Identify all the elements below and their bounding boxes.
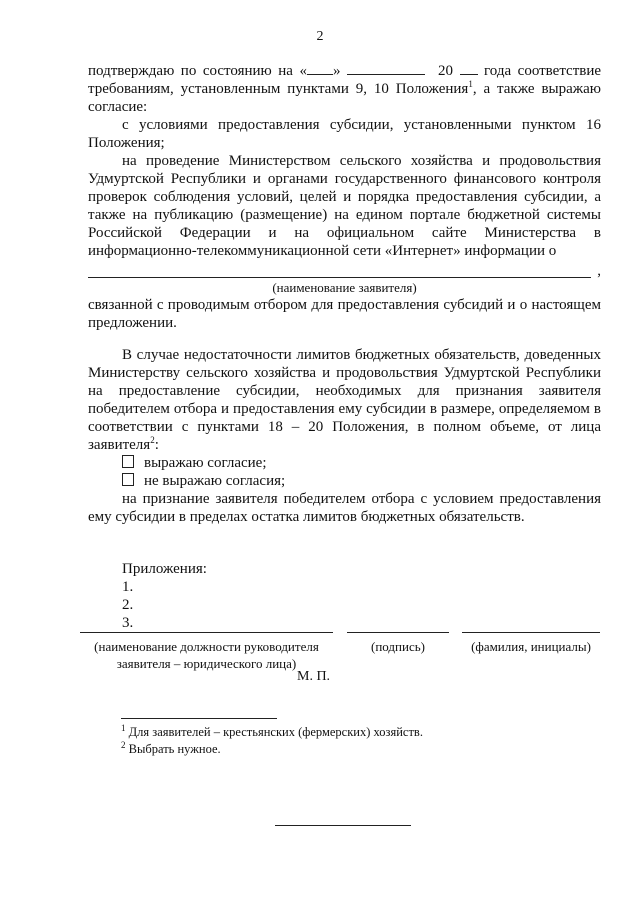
position-caption — [80, 638, 333, 672]
name-line — [462, 632, 600, 633]
applicant-name-comma: , — [597, 263, 601, 279]
disagree-checkbox-icon — [122, 473, 134, 486]
signature-caption: (подпись) — [371, 639, 425, 654]
conditions-paragraph: с условиями предоставления субсидии, установленными пунктом 16 Положения; — [88, 117, 601, 151]
month-blank — [347, 60, 425, 75]
footnote-1-mark: 1 — [121, 722, 126, 733]
applicant-name-line — [88, 262, 601, 280]
attachment-item: 2. — [122, 597, 134, 613]
position-caption-line1: (наименование должности руководителя — [94, 639, 319, 654]
attachment-item: 1. — [122, 579, 134, 595]
para1-text-d: года соответствие требованиям, установленным пунктами 9, 10 Положения — [88, 63, 602, 97]
signature-line — [347, 632, 449, 633]
option-disagree — [88, 472, 601, 490]
page-number: 2 — [316, 29, 324, 44]
limits-text: В случае недостаточности лимитов бюджетных обязательств, доведенных Министерству сельского хозяйства и продовольствия Удмуртской Республики на предоставление субсидии, необходимых для признания заявителя победителем отбора и предоставления ему субсидии в размере, определяемом в соответствии с пунктами 18 – 20 Положения, в полном объеме, от лица заявителя — [88, 347, 601, 453]
year-blank — [460, 60, 478, 75]
document-body — [88, 60, 601, 632]
para1-text-b: » — [332, 63, 341, 79]
agree-checkbox-icon — [122, 455, 134, 468]
footnotes — [121, 724, 601, 758]
position-line — [80, 632, 333, 633]
footnote-1-text: Для заявителей – крестьянских (фермерских) хозяйств. — [125, 725, 423, 739]
limits-paragraph — [88, 346, 601, 454]
footnote-ref-1: 1 — [468, 79, 473, 89]
inspection-consent-paragraph: на проведение Министерством сельского хозяйства и продовольствия Удмуртской Республики и органами государственного финансового контроля проверок соблюдения условий, целей и порядка предоставления субсидии, а также на публикацию (размещение) на едином портале бюджетной системы Российской Федерации и на официальном сайте Министерства в информационно-телекоммуникационной сети «Интернет» информации о — [88, 153, 601, 259]
para1-text-e: , а также выражаю согласие: — [88, 81, 601, 115]
applicant-name-caption: (наименование заявителя) — [272, 280, 417, 295]
related-info-paragraph: связанной с проводимым отбором для предоставления субсидий и о настоящем предложении. — [88, 297, 601, 331]
name-caption: (фамилия, инициалы) — [471, 639, 591, 654]
option-disagree-label: не выражаю согласия; — [144, 473, 286, 489]
option-agree-label: выражаю согласие; — [144, 455, 267, 471]
day-blank — [307, 60, 333, 75]
attachment-item: 3. — [122, 615, 134, 631]
attachments-title: Приложения: — [122, 561, 207, 577]
footnote-2-text: Выбрать нужное. — [125, 742, 221, 756]
para1-text-a: подтверждаю по состоянию на « — [88, 63, 307, 79]
winner-recognition-paragraph: на признание заявителя победителем отбора с условием предоставления ему субсидии в пределах остатка лимитов бюджетных обязательств. — [88, 491, 601, 525]
seal-placeholder: М. П. — [297, 669, 331, 684]
footnote-separator — [121, 718, 277, 719]
footnote-ref-2: 2 — [150, 435, 155, 445]
footnote-2 — [121, 741, 601, 758]
position-caption-line2: заявителя – юридического лица) — [116, 656, 297, 671]
footnote-2-mark: 2 — [121, 739, 126, 750]
limits-tail: : — [154, 437, 159, 453]
confirmation-paragraph — [88, 60, 601, 116]
option-agree — [88, 454, 601, 472]
end-of-document-rule — [275, 825, 411, 826]
applicant-name-rule — [88, 277, 591, 278]
footnote-1 — [121, 724, 601, 741]
year-prefix: 20 — [437, 63, 453, 79]
